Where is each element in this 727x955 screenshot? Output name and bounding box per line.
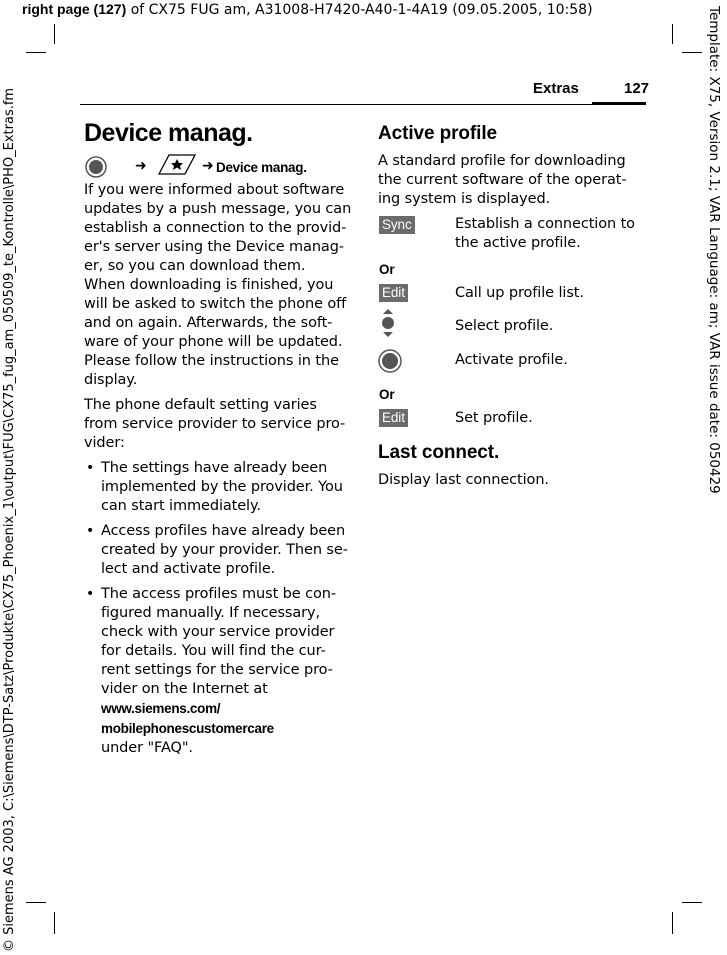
crop-mark-top-right-v bbox=[672, 24, 673, 44]
faq-reference: under "FAQ". bbox=[101, 740, 193, 756]
joystick-press-icon-2 bbox=[378, 349, 402, 373]
nav-arrow-2: ➜ bbox=[202, 158, 214, 174]
intro-line: will be asked to switch the phone off bbox=[84, 296, 347, 312]
active-profile-description bbox=[378, 152, 648, 209]
file-path-text: © Siemens AG 2003, C:\Siemens\DTP-Satz\Produkte\CX75_Phoenix_1\output\FUG\CX75_fug_am_050509_te_Kontrolle\PHO_Extras.fm bbox=[2, 87, 17, 952]
bullet-item-2 bbox=[84, 522, 352, 579]
bullet-line: The settings have already been bbox=[101, 460, 328, 476]
crop-mark-bottom-right-h bbox=[682, 902, 702, 903]
bullet-marker: • bbox=[86, 586, 95, 602]
section-title: Extras bbox=[533, 80, 579, 97]
active-desc-line: ing system is displayed. bbox=[378, 191, 551, 207]
nav-arrow-1: ➜ bbox=[135, 158, 147, 174]
bullet-line: lect and activate profile. bbox=[101, 561, 276, 577]
default-line: The phone default setting varies bbox=[84, 397, 317, 413]
page-title: Device manag. bbox=[84, 119, 253, 147]
nav-target: Device manag. bbox=[216, 160, 307, 175]
intro-line: If you were informed about software bbox=[84, 182, 345, 198]
bullet-line: vider on the Internet at bbox=[101, 681, 268, 697]
header-rule-thick bbox=[592, 102, 646, 105]
bullet-line: for details. You will find the cur- bbox=[101, 643, 326, 659]
default-line: from service provider to service pro- bbox=[84, 416, 346, 432]
print-info-bold: right page (127) bbox=[22, 1, 127, 17]
left-column bbox=[84, 118, 352, 758]
website-url-part1: www.siemens.com/ bbox=[101, 701, 221, 716]
bullet-line: can start immediately. bbox=[101, 498, 261, 514]
last-connect-heading: Last connect. bbox=[378, 442, 500, 463]
crop-mark-bottom-left-h bbox=[26, 902, 46, 903]
template-info-text: Template: X75, Version 2.1; VAR Language: am; VAR issue date: 050429 bbox=[706, 6, 722, 494]
select-profile-description: Select profile. bbox=[455, 318, 554, 334]
default-line: vider: bbox=[84, 435, 125, 451]
joystick-press-icon bbox=[85, 156, 107, 178]
bullet-line: rent settings for the service pro- bbox=[101, 662, 333, 678]
page-number: 127 bbox=[624, 80, 650, 97]
edit-softkey-2: Edit bbox=[379, 409, 408, 427]
intro-line: Please follow the instructions in the bbox=[84, 353, 339, 369]
bullet-line: The access profiles must be con- bbox=[101, 586, 336, 602]
crop-mark-top-left-h bbox=[26, 52, 46, 53]
active-desc-line: the current software of the operat- bbox=[378, 172, 627, 188]
bullet-item-3 bbox=[84, 585, 352, 758]
header-rule bbox=[80, 104, 646, 105]
extras-menu-icon bbox=[151, 150, 199, 180]
navigate-up-down-icon bbox=[379, 308, 397, 338]
sync-softkey: Sync bbox=[379, 216, 415, 234]
active-desc-line: A standard profile for downloading bbox=[378, 153, 626, 169]
intro-line: ware of your phone will be updated. bbox=[84, 334, 343, 350]
bullet-marker: • bbox=[86, 523, 95, 539]
crop-mark-top-left-v bbox=[54, 24, 55, 44]
print-info-line bbox=[22, 0, 593, 19]
intro-line: When downloading is finished, you bbox=[84, 277, 334, 293]
crop-mark-bottom-left-v bbox=[54, 912, 55, 934]
bullet-line: check with your service provider bbox=[101, 624, 335, 640]
intro-line: updates by a push message, you can bbox=[84, 201, 352, 217]
file-path-vertical bbox=[0, 87, 22, 955]
default-setting-paragraph bbox=[84, 396, 352, 453]
website-url-part2: mobilephonescustomercare bbox=[101, 721, 274, 736]
bullet-item-1 bbox=[84, 459, 352, 516]
or-separator-2: Or bbox=[379, 387, 395, 402]
bullet-line: implemented by the provider. You bbox=[101, 479, 343, 495]
nav-path bbox=[84, 154, 352, 184]
right-column bbox=[378, 122, 648, 502]
sync-description bbox=[455, 215, 635, 253]
active-profile-heading: Active profile bbox=[378, 123, 497, 144]
edit-description-1: Call up profile list. bbox=[455, 285, 584, 301]
intro-line: er, so you can download them. bbox=[84, 258, 306, 274]
bullet-marker: • bbox=[86, 460, 95, 476]
last-connect-description: Display last connection. bbox=[378, 472, 549, 488]
intro-line: display. bbox=[84, 372, 138, 388]
intro-paragraph bbox=[84, 181, 352, 390]
edit-softkey-1: Edit bbox=[379, 284, 408, 302]
activate-profile-description: Activate profile. bbox=[455, 352, 568, 368]
template-info-vertical bbox=[702, 6, 726, 566]
or-separator-1: Or bbox=[379, 262, 395, 277]
bullet-line: Access profiles have already been bbox=[101, 523, 346, 539]
crop-mark-top-right-h bbox=[682, 52, 702, 53]
crop-mark-bottom-right-v bbox=[672, 912, 673, 934]
edit-description-2: Set profile. bbox=[455, 410, 533, 426]
intro-line: and on again. Afterwards, the soft- bbox=[84, 315, 333, 331]
bullet-line: created by your provider. Then se- bbox=[101, 542, 348, 558]
intro-line: establish a connection to the provid- bbox=[84, 220, 347, 236]
sync-desc-line: Establish a connection to bbox=[455, 216, 635, 232]
sync-desc-line: the active profile. bbox=[455, 235, 581, 251]
print-info-rest: of CX75 FUG am, A31008-H7420-A40-1-4A19 (09.05.2005, 10:58) bbox=[126, 2, 593, 18]
bullet-line: figured manually. If necessary, bbox=[101, 605, 321, 621]
intro-line: er's server using the Device manag- bbox=[84, 239, 344, 255]
